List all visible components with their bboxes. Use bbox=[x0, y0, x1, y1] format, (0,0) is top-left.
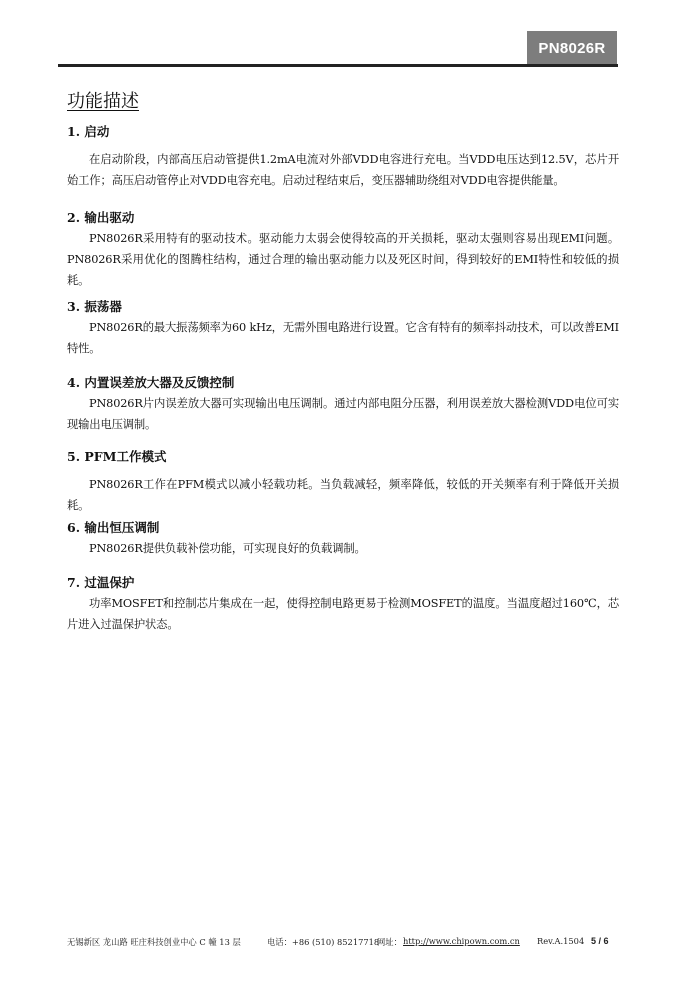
section-title: 1. 启动 bbox=[67, 124, 110, 139]
section-oscillator bbox=[67, 297, 619, 359]
footer-website-label: 网址： bbox=[377, 937, 402, 947]
section-constant-voltage bbox=[67, 518, 619, 559]
footer-website-link[interactable]: http://www.chipown.com.cn bbox=[403, 936, 520, 946]
section-output-driver bbox=[67, 208, 619, 291]
footer-revision: Rev.A.1504 bbox=[537, 936, 585, 946]
section-startup bbox=[67, 122, 619, 191]
header-rule bbox=[58, 64, 618, 67]
section-title: 3. 振荡器 bbox=[67, 299, 122, 314]
section-body: 在启动阶段，内部高压启动管提供1.2mA电流对外部VDD电容进行充电。当VDD电压达到12.5V，芯片开始工作；高压启动管停止对VDD电容充电。启动过程结束后，变压器辅助绕组对VDD电容提供能量。 bbox=[67, 153, 619, 187]
section-body: PN8026R提供负载补偿功能，可实现良好的负载调制。 bbox=[89, 542, 366, 555]
document-id-tab bbox=[527, 31, 617, 66]
section-title: 6. 输出恒压调制 bbox=[67, 520, 160, 535]
section-pfm-mode bbox=[67, 447, 619, 516]
section-body: 功率MOSFET和控制芯片集成在一起，使得控制电路更易于检测MOSFET的温度。当温度超过160℃，芯片进入过温保护状态。 bbox=[67, 597, 619, 631]
footer-phone: 电话：+86 (510) 85217718 bbox=[267, 937, 380, 947]
footer-page-number: 5 / 6 bbox=[591, 936, 609, 946]
section-error-amplifier bbox=[67, 373, 619, 435]
section-title: 5. PFM工作模式 bbox=[67, 449, 167, 464]
section-title: 7. 过温保护 bbox=[67, 575, 135, 590]
page-title: 功能描述 bbox=[67, 91, 139, 112]
section-body: PN8026R工作在PFM模式以减小轻载功耗。当负载减轻，频率降低，较低的开关频率有利于降低开关损耗。 bbox=[67, 478, 619, 512]
section-body: PN8026R片内误差放大器可实现输出电压调制。通过内部电阻分压器，利用误差放大器检测VDD电位可实现输出电压调制。 bbox=[67, 397, 619, 431]
section-body: PN8026R采用特有的驱动技术。驱动能力太弱会使得较高的开关损耗，驱动太强则容易出现EMI问题。PN8026R采用优化的图腾柱结构，通过合理的输出驱动能力以及死区时间，得到较好的EMI特性和较低的损耗。 bbox=[67, 232, 619, 287]
section-body: PN8026R的最大振荡频率为60 kHz，无需外围电路进行设置。它含有特有的频率抖动技术，可以改善EMI特性。 bbox=[67, 321, 619, 355]
section-over-temperature bbox=[67, 573, 619, 635]
section-title: 4. 内置误差放大器及反馈控制 bbox=[67, 375, 235, 390]
section-title: 2. 输出驱动 bbox=[67, 210, 135, 225]
footer-address: 无锡新区 龙山路 旺庄科技创业中心 C 幢 13 层 bbox=[67, 937, 241, 947]
document-id-label: PN8026R bbox=[538, 40, 606, 57]
